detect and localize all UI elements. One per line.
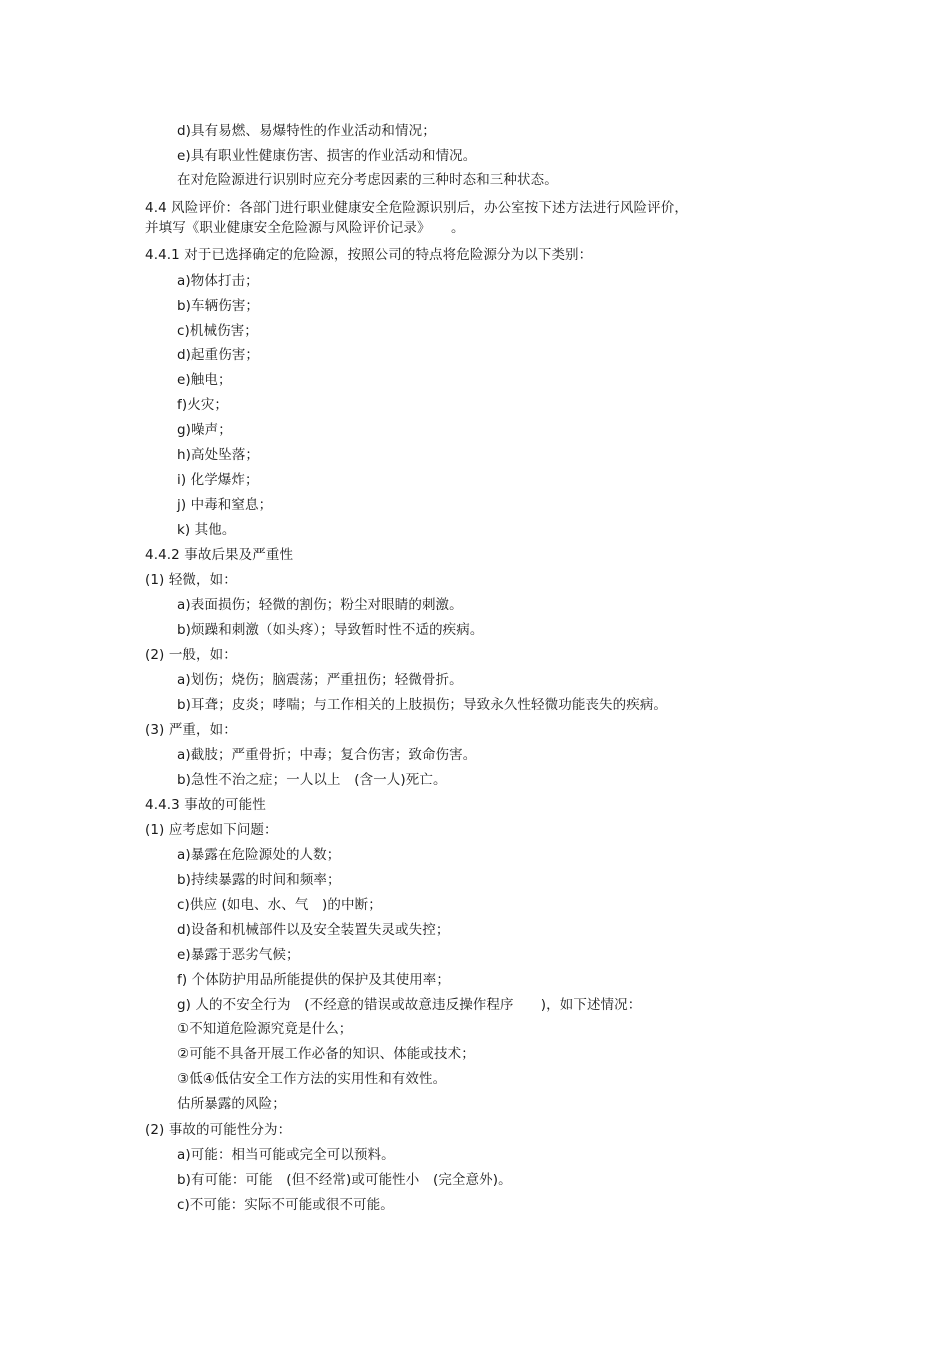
text-line: 估所暴露的风险； — [177, 1096, 286, 1112]
list-item: f)火灾； — [177, 397, 229, 413]
text-line: 在对危险源进行识别时应充分考虑因素的三种时态和三种状态。 — [177, 172, 558, 188]
list-item: b)持续暴露的时间和频率； — [177, 872, 341, 888]
section-heading: 4.4.2 事故后果及严重性 — [145, 547, 294, 563]
list-item: c)不可能：实际不可能或很不可能。 — [177, 1197, 394, 1213]
subsection-heading: (1) 应考虑如下问题： — [145, 822, 278, 838]
list-item: ②可能不具备开展工作必备的知识、体能或技术； — [177, 1046, 475, 1062]
text-line: e)具有职业性健康伤害、损害的作业活动和情况。 — [177, 148, 477, 164]
section-heading: 4.4.3 事故的可能性 — [145, 797, 266, 813]
list-item: i) 化学爆炸； — [177, 472, 259, 488]
list-item: d)起重伤害； — [177, 347, 260, 363]
subsection-heading: (1) 轻微，如： — [145, 572, 237, 588]
text-line: 并填写《职业健康安全危险源与风险评价记录》 。 — [145, 220, 465, 236]
list-item: a)可能：相当可能或完全可以预料。 — [177, 1147, 395, 1163]
list-item: g) 人的不安全行为 (不经意的错误或故意违反操作程序 )，如下述情况： — [177, 997, 642, 1013]
list-item: a)表面损伤；轻微的割伤；粉尘对眼睛的刺激。 — [177, 597, 463, 613]
list-item: f) 个体防护用品所能提供的保护及其使用率； — [177, 972, 451, 988]
list-item: e)暴露于恶劣气候； — [177, 947, 300, 963]
list-item: ①不知道危险源究竟是什么； — [177, 1021, 353, 1037]
list-item: a)物体打击； — [177, 273, 259, 289]
list-item: d)设备和机械部件以及安全装置失灵或失控； — [177, 922, 450, 938]
list-item: b)耳聋；皮炎；哮喘；与工作相关的上肢损伤；导致永久性轻微功能丧失的疾病。 — [177, 697, 668, 713]
list-item: a)暴露在危险源处的人数； — [177, 847, 341, 863]
list-item: b)有可能：可能 (但不经常)或可能性小 (完全意外)。 — [177, 1172, 512, 1188]
list-item: h)高处坠落； — [177, 447, 260, 463]
list-item: b)烦躁和刺激（如头疼）；导致暂时性不适的疾病。 — [177, 622, 484, 638]
subsection-heading: (2) 事故的可能性分为： — [145, 1122, 292, 1138]
list-item: a)划伤；烧伤；脑震荡；严重扭伤；轻微骨折。 — [177, 672, 463, 688]
list-item: g)噪声； — [177, 422, 232, 438]
list-item: c)机械伤害； — [177, 323, 258, 339]
list-item: k) 其他。 — [177, 522, 236, 538]
list-item: c)供应 (如电、水、气 )的中断； — [177, 897, 382, 913]
list-item: j) 中毒和窒息； — [177, 497, 273, 513]
list-item: ③低④低估安全工作方法的实用性和有效性。 — [177, 1071, 447, 1087]
subsection-heading: (2) 一般，如： — [145, 647, 237, 663]
section-heading: 4.4.1 对于已选择确定的危险源，按照公司的特点将危险源分为以下类别： — [145, 247, 593, 263]
text-line: d)具有易燃、易爆特性的作业活动和情况； — [177, 123, 436, 139]
subsection-heading: (3) 严重，如： — [145, 722, 237, 738]
list-item: a)截肢；严重骨折；中毒；复合伤害；致命伤害。 — [177, 747, 477, 763]
section-heading: 4.4 风险评价：各部门进行职业健康安全危险源识别后，办公室按下述方法进行风险评价， — [145, 200, 688, 216]
list-item: e)触电； — [177, 372, 232, 388]
list-item: b)车辆伤害； — [177, 298, 260, 314]
list-item: b)急性不治之症；一人以上 (含一人)死亡。 — [177, 772, 447, 788]
